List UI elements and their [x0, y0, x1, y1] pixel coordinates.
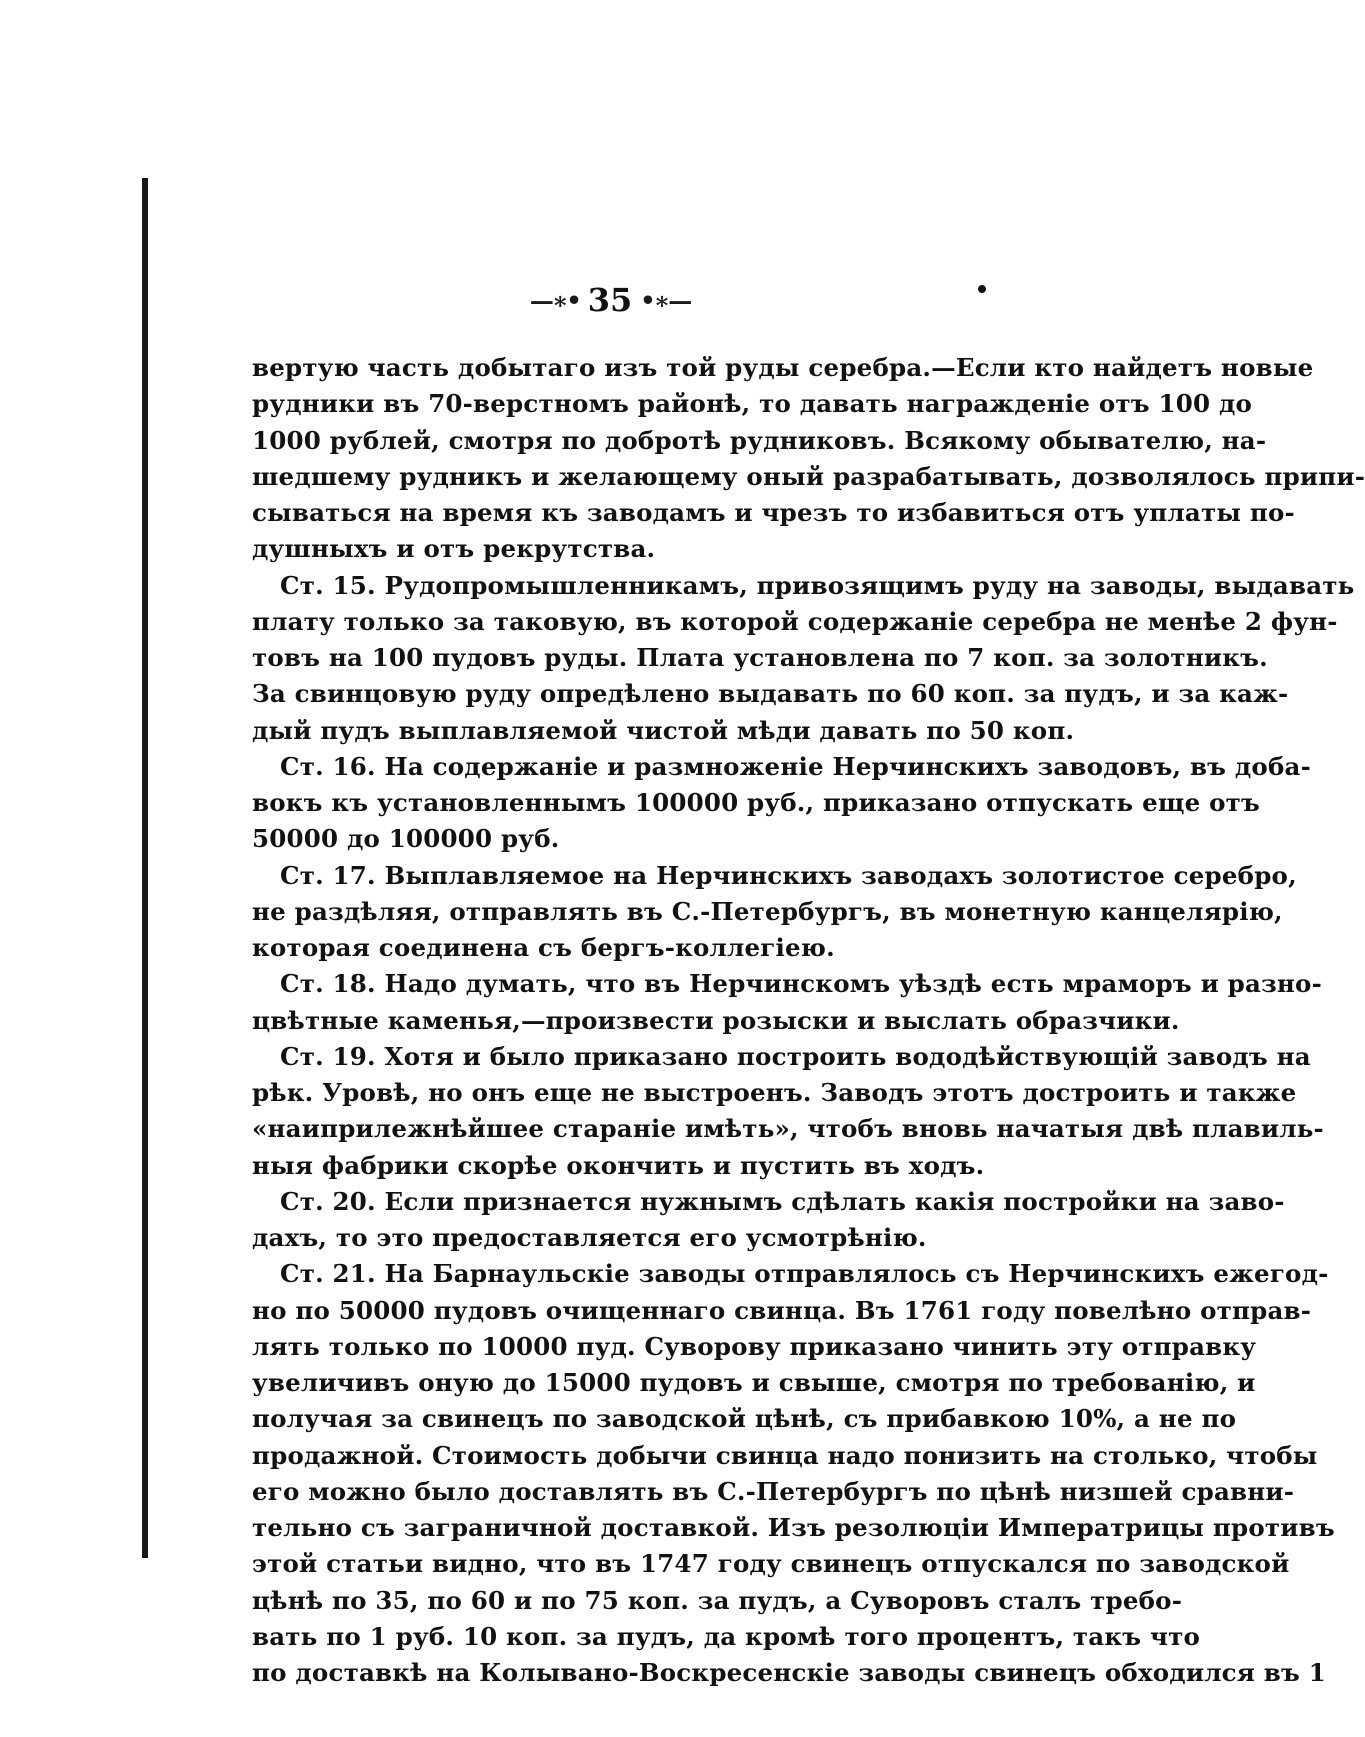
text-line: 1000 рублей, смотря по добротѣ рудниковъ. Всякому обывателю, на-: [252, 425, 1267, 455]
article-18-line: Ст. 18. Надо думать, что въ Нерчинскомъ уѣздѣ есть мраморъ и разно-: [280, 969, 1322, 999]
article-16-line: Ст. 16. На содержаніе и размноженіе Нерчинскихъ заводовъ, въ доба-: [280, 751, 1311, 781]
text-line: которая соединена съ бергъ-коллегіею.: [252, 933, 835, 962]
text-line: не раздѣляя, отправлять въ С.-Петербургъ, въ монетную канцелярію,: [252, 896, 1283, 926]
text-line: дахъ, то это предоставляется его усмотрѣнію.: [252, 1223, 927, 1252]
text-line: За свинцовую руду опредѣлено выдавать по 60 коп. за пудъ, и за каж-: [252, 679, 1289, 709]
text-line: продажной. Стоимость добычи свинца надо понизить на столько, чтобы: [252, 1440, 1318, 1470]
text-line: дый пудъ выплавляемой чистой мѣди давать по 50 коп.: [252, 715, 1075, 745]
text-line: рѣк. Уровѣ, но онъ еще не выстроенъ. Заводъ этотъ достроить и также: [252, 1078, 1297, 1107]
page-header: [500, 280, 720, 320]
text-line: 50000 до 100000 руб.: [252, 824, 560, 854]
text-line: тельно съ заграничной доставкой. Изъ резолюціи Императрицы противъ: [252, 1513, 1335, 1542]
text-line: товъ на 100 пудовъ руды. Плата установлена по 7 коп. за золотникъ.: [252, 643, 1268, 672]
print-speck: [978, 285, 986, 293]
text-line: сываться на время къ заводамъ и чрезъ то избавиться отъ уплаты по-: [252, 498, 1295, 527]
text-line: цвѣтные каменья,—произвести розыски и выслать образчики.: [252, 1005, 1180, 1035]
article-17-line: Ст. 17. Выплавляемое на Нерчинскихъ заводахъ золотистое серебро,: [280, 860, 1297, 890]
text-line: цѣнѣ по 35, по 60 и по 75 коп. за пудъ, а Суворовъ сталъ требо-: [252, 1585, 1183, 1615]
text-line: вертую часть добытаго изъ той руды серебра.—Если кто найдетъ новые: [252, 353, 1314, 382]
text-line: душныхъ и отъ рекрутства.: [252, 534, 656, 564]
page-number: 35: [587, 281, 633, 319]
text-line: получая за свинецъ по заводской цѣнѣ, съ прибавкою 10%, а не по: [252, 1404, 1237, 1434]
text-line: этой статьи видно, что въ 1747 году свинецъ отпускался по заводской: [252, 1549, 1290, 1579]
page-edge-rule: [142, 178, 148, 1558]
article-21-line: Ст. 21. На Барнаульскіе заводы отправлялось съ Нерчинскихъ ежегод-: [280, 1259, 1329, 1289]
text-line: но по 50000 пудовъ очищеннаго свинца. Въ 1761 году повелѣно отправ-: [252, 1295, 1312, 1325]
body-text: [252, 350, 1365, 1691]
article-20-line: Ст. 20. Если признается нужнымъ сдѣлать какія постройки на заво-: [280, 1186, 1285, 1216]
text-line: вать по 1 руб. 10 коп. за пудъ, да кромѣ того процентъ, такъ что: [252, 1621, 1201, 1651]
article-19-line: Ст. 19. Хотя и было приказано построить вододѣйствующій заводъ на: [280, 1041, 1311, 1071]
text-line: «наиприлежнѣйшее стараніе имѣть», чтобъ вновь начатыя двѣ плавиль-: [252, 1114, 1324, 1144]
text-line: плату только за таковую, въ которой содержаніе серебра не менѣе 2 фун-: [252, 606, 1338, 636]
text-line: увеличивъ оную до 15000 пудовъ и свыше, смотря по требованію, и: [252, 1368, 1256, 1397]
text-line: ныя фабрики скорѣе окончить и пустить въ ходъ.: [252, 1150, 985, 1180]
text-line: вокъ къ установленнымъ 100000 руб., приказано отпускать еще отъ: [252, 788, 1261, 817]
text-line: его можно было доставлять въ С.-Петербургъ по цѣнѣ низшей сравни-: [252, 1476, 1295, 1506]
text-line: по доставкѣ на Колывано-Воскресенскіе заводы свинецъ обходился въ 1: [252, 1658, 1327, 1687]
header-ornament-left: —∗•: [529, 285, 580, 315]
text-line: шедшему рудникъ и желающему оный разрабатывать, дозволялось припи-: [252, 461, 1365, 491]
article-15-line: Ст. 15. Рудопромышленникамъ, привозящимъ руду на заводы, выдавать: [280, 570, 1355, 600]
header-ornament-right: •∗—: [640, 285, 691, 315]
text-line: рудники въ 70-верстномъ районѣ, то давать награжденіе отъ 100 до: [252, 389, 1253, 419]
text-line: лять только по 10000 пуд. Суворову приказано чинить эту отправку: [252, 1331, 1257, 1361]
